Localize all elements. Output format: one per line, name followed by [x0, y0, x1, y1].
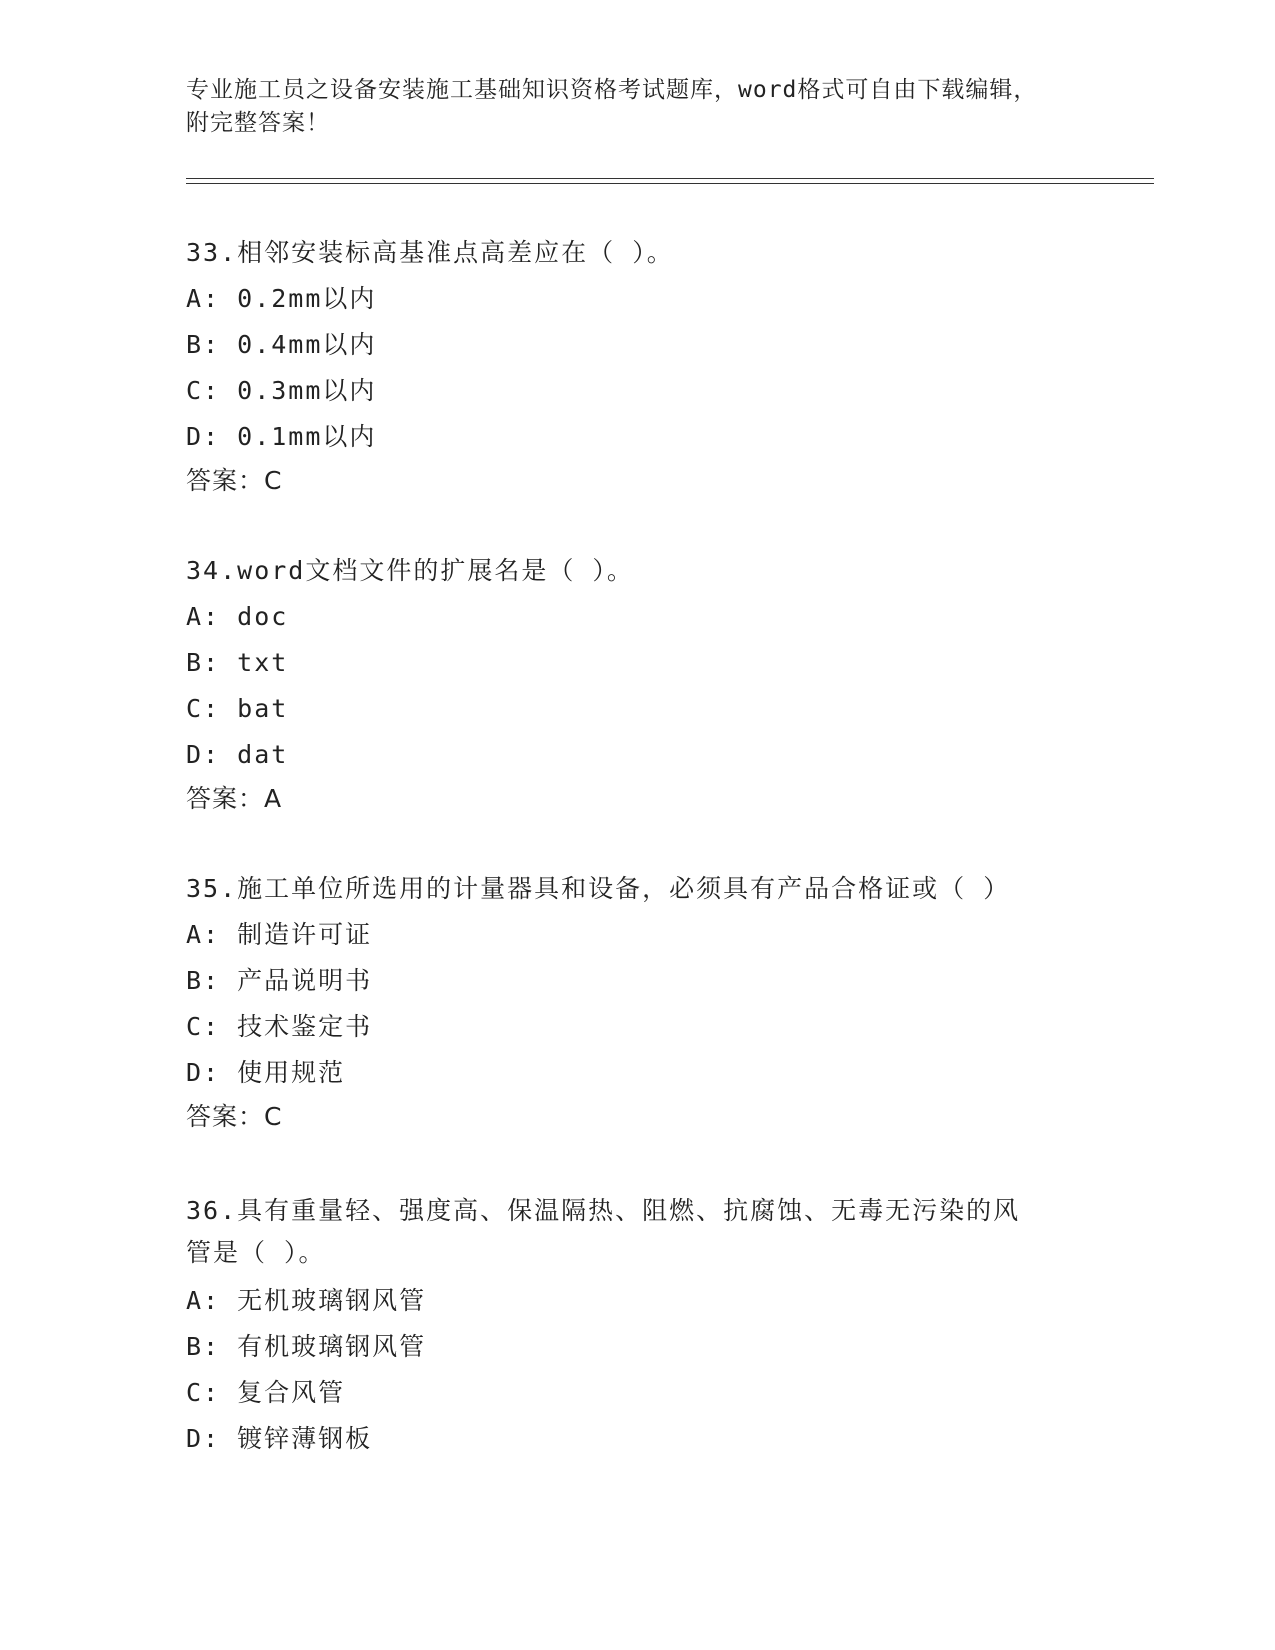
header-divider-top: [186, 178, 1154, 179]
answer: 答案：A: [186, 784, 283, 813]
option-a: A: 制造许可证: [186, 920, 373, 949]
option-c: C: 技术鉴定书: [186, 1012, 373, 1041]
option-c: C: 0.3mm以内: [186, 376, 377, 405]
option-a: A: 无机玻璃钢风管: [186, 1286, 427, 1315]
header-line-2: 附完整答案！: [186, 110, 330, 136]
option-a: A: doc: [186, 602, 289, 631]
answer: 答案：C: [186, 1102, 283, 1131]
header-line-1: 专业施工员之设备安装施工基础知识资格考试题库，word格式可自由下载编辑，: [186, 77, 1038, 103]
question-stem: 33.相邻安装标高基准点高差应在（ ）。: [186, 238, 674, 267]
header-divider-bottom: [186, 183, 1154, 184]
answer: 答案：C: [186, 466, 283, 495]
option-b: B: 产品说明书: [186, 966, 373, 995]
question-33: [186, 236, 1086, 498]
option-d: D: dat: [186, 740, 289, 769]
question-36: [186, 1190, 1086, 1468]
question-stem: 35.施工单位所选用的计量器具和设备，必须具有产品合格证或（ ）: [186, 874, 1011, 903]
question-35: [186, 872, 1086, 1134]
question-stem: [186, 1190, 1086, 1274]
option-d: D: 镀锌薄钢板: [186, 1424, 373, 1453]
option-a: A: 0.2mm以内: [186, 284, 377, 313]
option-b: B: 有机玻璃钢风管: [186, 1332, 427, 1361]
option-c: C: bat: [186, 694, 289, 723]
question-stem-line-2: 管是（ ）。: [186, 1238, 326, 1267]
option-d: D: 使用规范: [186, 1058, 346, 1087]
question-34: [186, 554, 1086, 816]
option-c: C: 复合风管: [186, 1378, 346, 1407]
option-b: B: txt: [186, 648, 289, 677]
question-stem-line-1: 36.具有重量轻、强度高、保温隔热、阻燃、抗腐蚀、无毒无污染的风: [186, 1196, 1021, 1225]
option-d: D: 0.1mm以内: [186, 422, 377, 451]
question-stem: 34.word文档文件的扩展名是（ ）。: [186, 556, 634, 585]
document-header: [186, 74, 1086, 140]
option-b: B: 0.4mm以内: [186, 330, 377, 359]
